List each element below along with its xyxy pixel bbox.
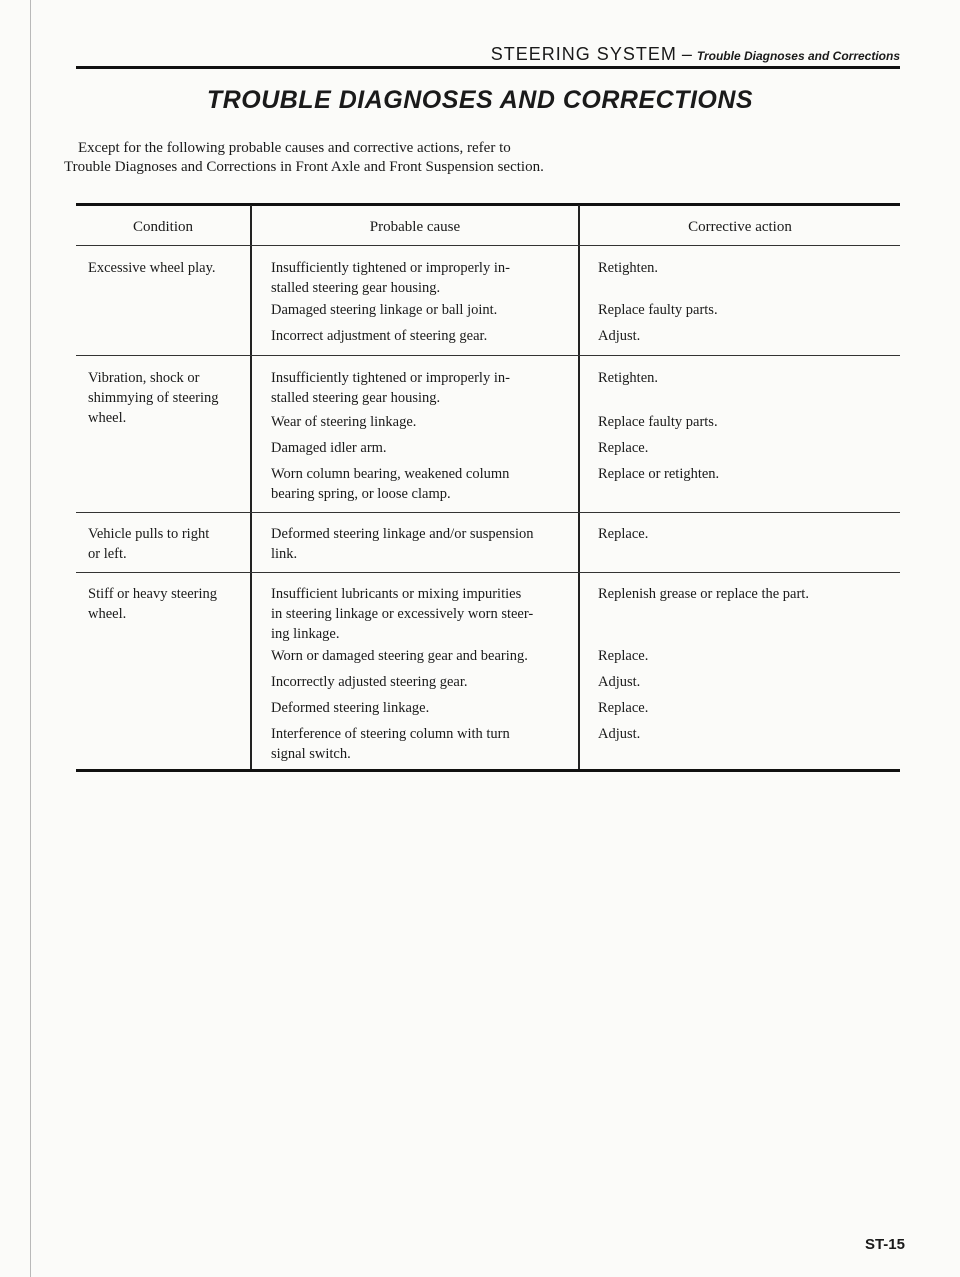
probable-cause-text: Deformed steering linkage.	[271, 700, 430, 716]
probable-cause-text: Deformed steering linkage and/or suspension	[271, 526, 534, 542]
intro-line-2: Trouble Diagnoses and Corrections in Front Axle and Front Suspension section.	[64, 159, 544, 175]
page-number: ST-15	[864, 1236, 905, 1253]
probable-cause-text: in steering linkage or excessively worn steer-	[271, 606, 534, 622]
column-header-condition: Condition	[132, 219, 193, 235]
probable-cause-text: Insufficiently tightened or improperly in-	[271, 260, 510, 276]
probable-cause-text: signal switch.	[271, 746, 351, 762]
probable-cause-text: stalled steering gear housing.	[271, 280, 441, 296]
header-rule	[76, 66, 900, 69]
corrective-action-text: Replace or retighten.	[598, 466, 720, 482]
corrective-action-text: Adjust.	[598, 328, 641, 344]
probable-cause-text: ing linkage.	[271, 626, 340, 642]
row-divider-1	[76, 355, 900, 356]
probable-cause-text: link.	[271, 546, 298, 562]
page-margin-line	[30, 0, 31, 1277]
row-divider-2	[76, 512, 900, 513]
corrective-action-text: Adjust.	[598, 726, 641, 742]
probable-cause-text: Worn column bearing, weakened column	[271, 466, 510, 482]
corrective-action-text: Replace faulty parts.	[598, 414, 718, 430]
probable-cause-text: Incorrect adjustment of steering gear.	[271, 328, 488, 344]
column-header-corrective-action: Corrective action	[688, 219, 792, 235]
probable-cause-text: stalled steering gear housing.	[271, 390, 441, 406]
probable-cause-text: Wear of steering linkage.	[271, 414, 417, 430]
probable-cause-text: Insufficient lubricants or mixing impurities	[271, 586, 522, 602]
header-system: STEERING SYSTEM	[490, 44, 677, 64]
table-bottom-rule	[76, 769, 900, 772]
column-header-probable-cause: Probable cause	[369, 219, 461, 235]
table-column-divider-2	[578, 205, 580, 771]
corrective-action-text: Retighten.	[598, 370, 659, 386]
table-column-divider-1	[250, 205, 252, 771]
corrective-action-text: Retighten.	[598, 260, 659, 276]
corrective-action-text: Adjust.	[598, 674, 641, 690]
table-top-rule	[76, 203, 900, 206]
probable-cause-text: Interference of steering column with turn	[271, 726, 510, 742]
page-title: TROUBLE DIAGNOSES AND CORRECTIONS	[206, 86, 754, 114]
probable-cause-text: Worn or damaged steering gear and bearing.	[271, 648, 528, 664]
corrective-action-text: Replace.	[598, 648, 649, 664]
probable-cause-text: Damaged idler arm.	[271, 440, 387, 456]
running-header	[491, 44, 900, 65]
condition-text: Excessive wheel play.	[88, 260, 216, 276]
intro-line-1: Except for the following probable causes and corrective actions, refer to	[78, 140, 511, 156]
corrective-action-text: Replace.	[598, 440, 649, 456]
condition-text: Stiff or heavy steering	[88, 586, 217, 602]
condition-text: Vibration, shock or	[88, 370, 200, 386]
header-row-divider	[76, 245, 900, 246]
condition-text: shimmying of steering	[88, 390, 219, 406]
corrective-action-text: Replace faulty parts.	[598, 302, 718, 318]
header-dash: –	[676, 44, 697, 64]
probable-cause-text: bearing spring, or loose clamp.	[271, 486, 451, 502]
probable-cause-text: Insufficiently tightened or improperly in-	[271, 370, 510, 386]
condition-text: wheel.	[88, 606, 127, 622]
corrective-action-text: Replenish grease or replace the part.	[598, 586, 809, 602]
condition-text: or left.	[88, 546, 127, 562]
probable-cause-text: Damaged steering linkage or ball joint.	[271, 302, 498, 318]
probable-cause-text: Incorrectly adjusted steering gear.	[271, 674, 468, 690]
header-subsection: Trouble Diagnoses and Corrections	[696, 49, 900, 63]
condition-text: wheel.	[88, 410, 127, 426]
row-divider-3	[76, 572, 900, 573]
corrective-action-text: Replace.	[598, 526, 649, 542]
corrective-action-text: Replace.	[598, 700, 649, 716]
condition-text: Vehicle pulls to right	[88, 526, 210, 542]
intro-paragraph	[64, 139, 638, 177]
